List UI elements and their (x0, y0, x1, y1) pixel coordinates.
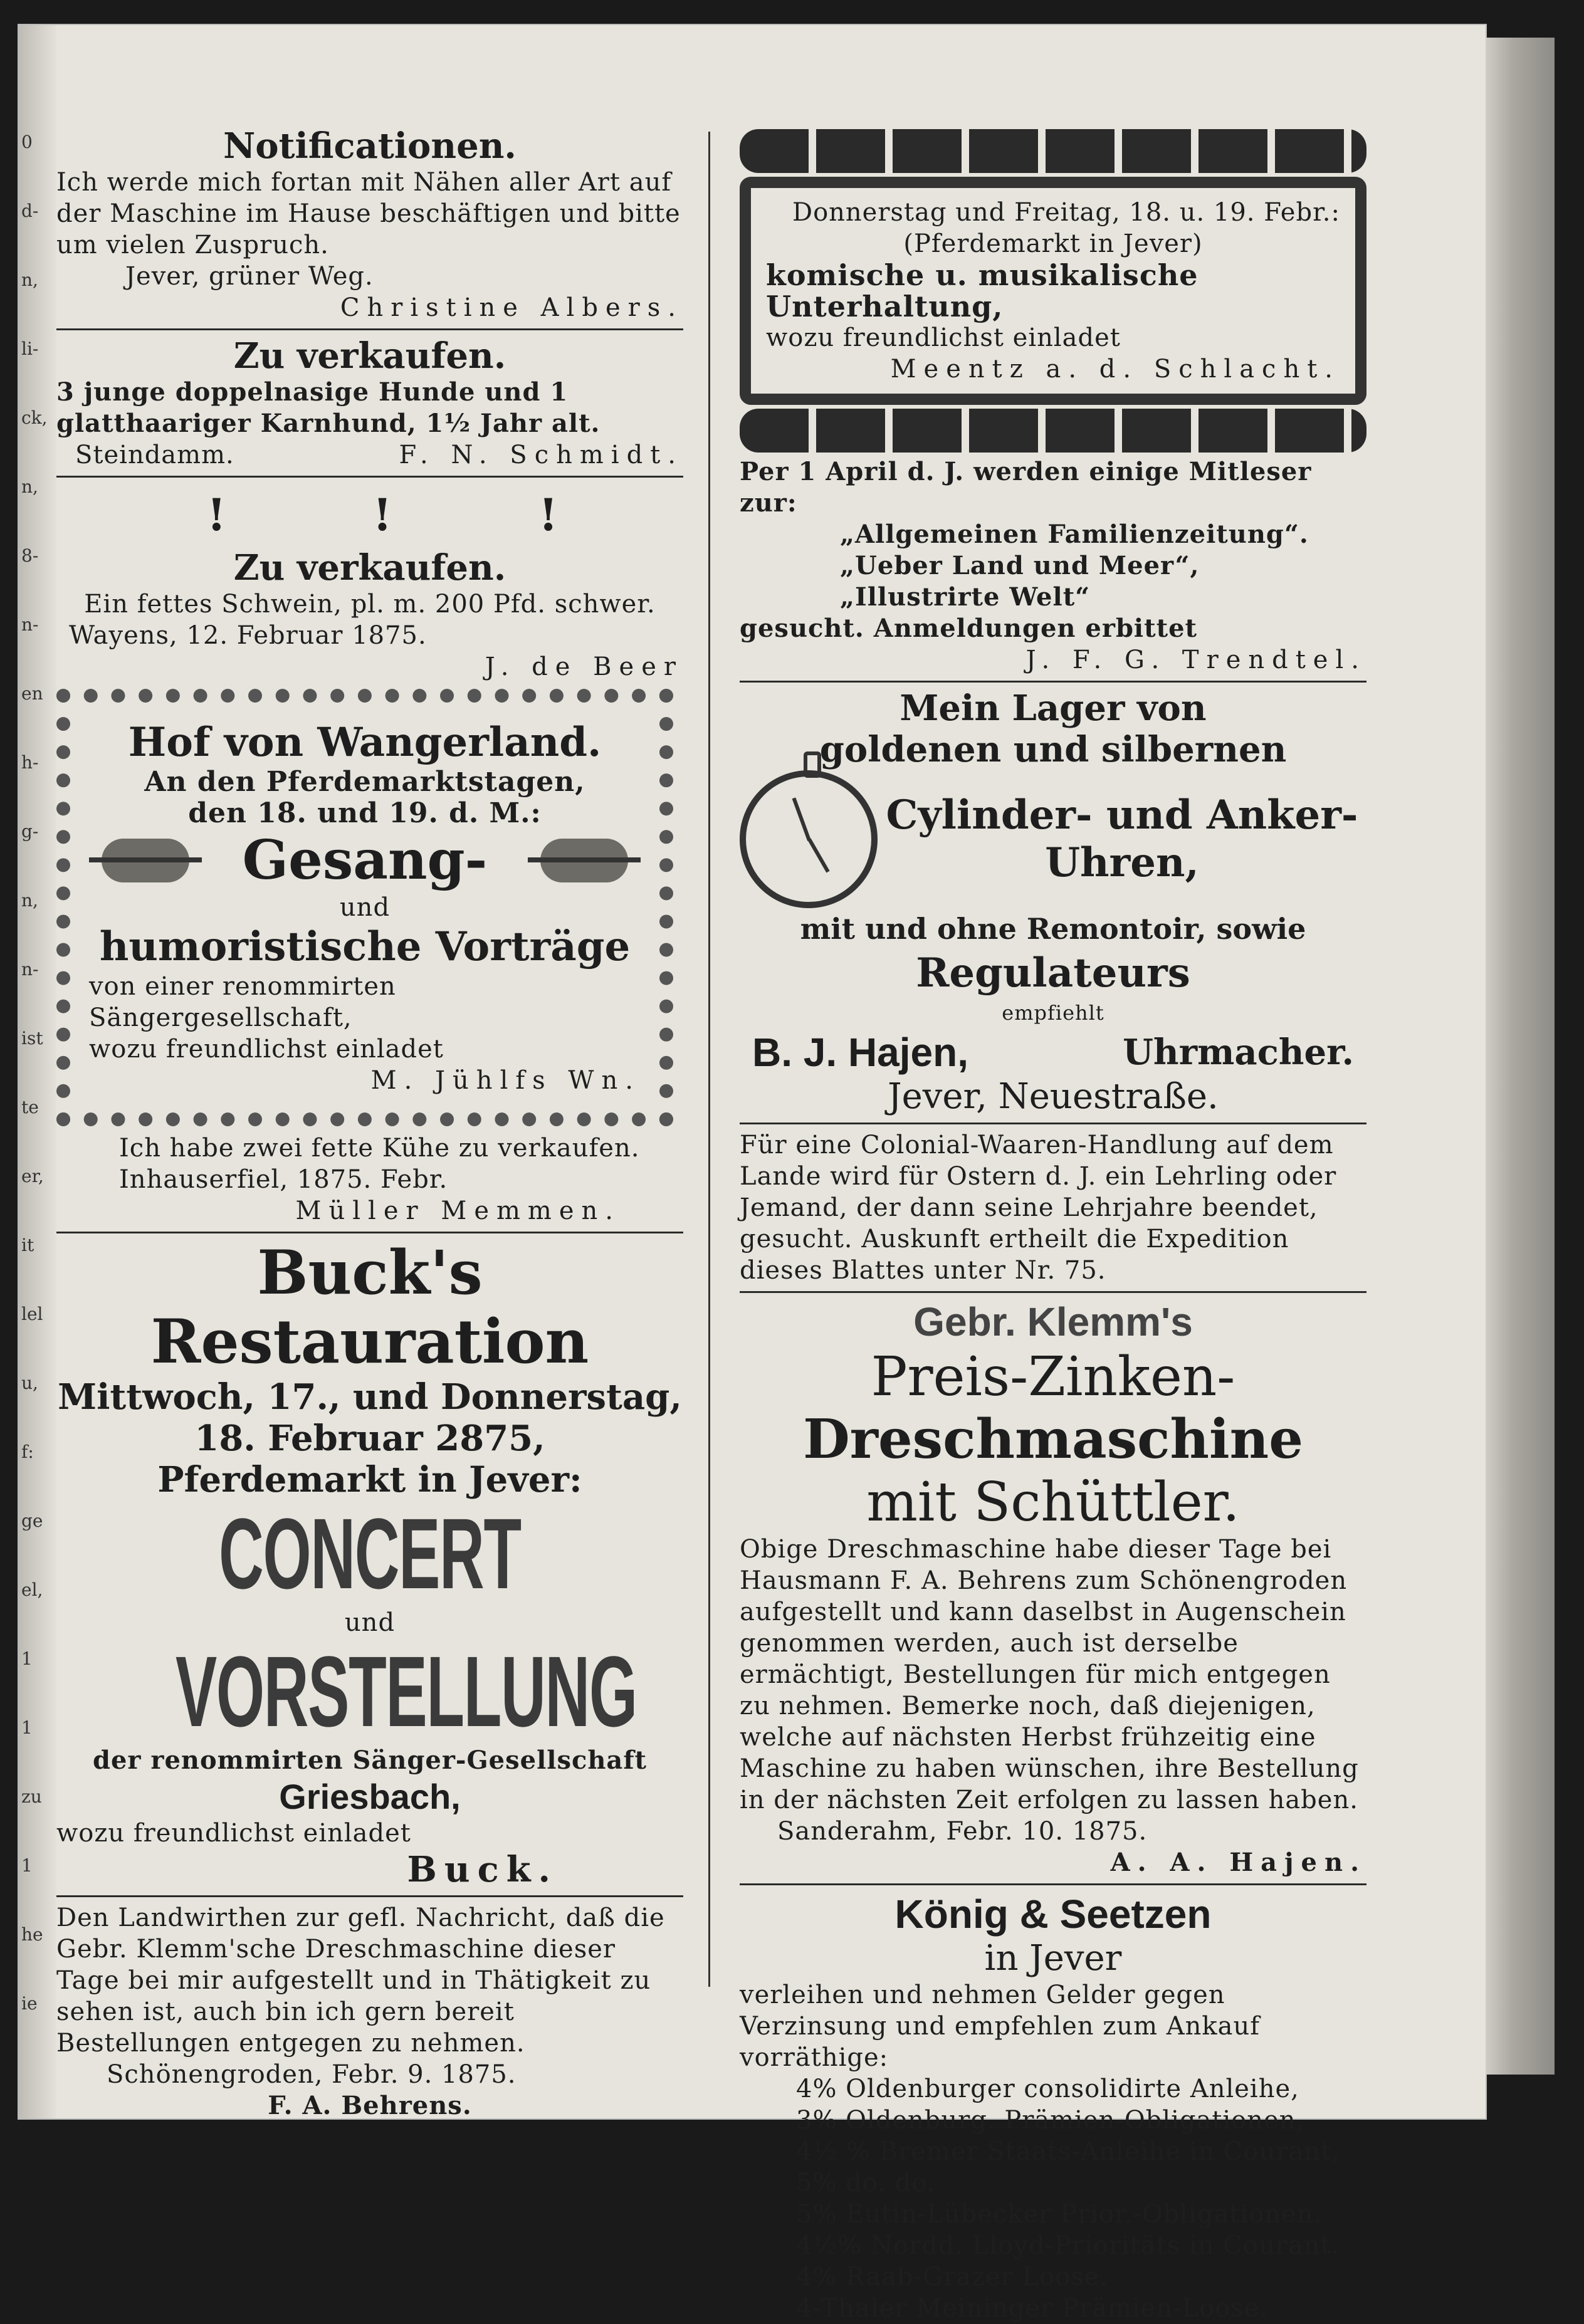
ad-line: „Ueber Land und Meer“, (840, 551, 1200, 580)
ad-line: komische u. musikalische Unterhaltung, (766, 258, 1198, 323)
security-item: 5% Eutin-Lübecker Prior.-Obligationen. (796, 2200, 1323, 2229)
violin-icon (89, 832, 202, 889)
column-rule (708, 132, 710, 1987)
ad-line: wozu freundlichst einladet (89, 1035, 444, 1064)
gutter-fragment: f: (21, 1442, 34, 1462)
ad-vortraege: humoristische Vorträge (99, 923, 631, 970)
ad-signature: F. N. Schmidt. (399, 441, 683, 469)
gutter-fragment: u, (21, 1373, 38, 1393)
ad-line: Mittwoch, 17., und Donnerstag, (58, 1376, 682, 1418)
ad-place: Schönengroden, Febr. 9. 1875. (107, 2060, 517, 2089)
security-item: 4% Raab-Grazer Loose. (796, 2263, 1109, 2291)
ad-line: Gebr. Klemm's (913, 1299, 1193, 1344)
ad-title: Hof von Wangerland. (128, 719, 602, 766)
ad-body: 3 junge doppelnasige Hunde und 1 glatthaariger Karnhund, 1½ Jahr alt. (56, 377, 601, 438)
ad-lehrling (740, 1129, 1366, 1286)
right-column (740, 125, 1366, 2324)
ad-line: den 18. und 19. d. M.: (188, 797, 542, 829)
ad-body: Ich habe zwei fette Kühe zu verkaufen. (119, 1134, 640, 1163)
ad-title: Zu verkaufen. (233, 335, 506, 377)
ad-title: Zu verkaufen. (233, 547, 506, 589)
ad-bucks-restauration (56, 1238, 683, 1890)
gutter-fragment: 1 (21, 1855, 33, 1876)
ad-place: Inhauserfiel, 1875. Febr. (119, 1165, 448, 1194)
gutter-fragment: ge (21, 1510, 43, 1531)
ad-line: Mein Lager von (900, 688, 1207, 729)
ad-signature: A. A. Hajen. (1110, 1848, 1366, 1877)
security-item: 3% Oldenburg. Prämien-Obligationen, (796, 2106, 1305, 2135)
ad-uhren-hajen (740, 688, 1366, 1118)
ad-line: goldenen und silbernen (819, 729, 1287, 770)
gutter-fragment: n- (21, 614, 39, 635)
gutter-fragment: he (21, 1924, 43, 1945)
ad-line: An den Pferdemarktstagen, (144, 766, 585, 798)
security-item: 5% do. do. (796, 2169, 936, 2197)
exclamation-row (56, 483, 683, 547)
gutter-fragment: n, (21, 890, 38, 911)
ad-signature: Müller Memmen. (295, 1196, 621, 1225)
ad-signature: F. A. Behrens. (268, 2091, 472, 2120)
ad-line: wozu freundlichst einladet (766, 323, 1121, 352)
exclamation-mark: ! (207, 489, 226, 541)
gutter-fragment: it (21, 1235, 34, 1255)
ad-concert: CONCERT (219, 1497, 521, 1610)
divider (56, 1895, 683, 1897)
ad-line: empfiehlt (1002, 1001, 1104, 1025)
security-item: 4½% Nordd. Lloyd-Prioritäts in Courant. (796, 2231, 1340, 2260)
ad-frame (740, 177, 1366, 405)
gutter-fragment: te (21, 1097, 39, 1118)
ad-place: Wayens, 12. Februar 1875. (69, 621, 427, 650)
ornament-band (740, 129, 1366, 173)
security-item: 4-Thaler Meininger Prämien-Loose. (796, 2294, 1269, 2323)
gutter-fragment: n, (21, 270, 38, 290)
exclamation-mark: ! (372, 489, 392, 541)
gutter-fragment: ie (21, 1993, 38, 2014)
ad-title: Buck's Restauration (150, 1237, 589, 1377)
ad-signature: Buck. (407, 1849, 558, 1890)
ad-body: Den Landwirthen zur gefl. Nachricht, daß die Gebr. Klemm'sche Dreschmaschine dieser Tage bei mir aufgestellt und in Thätigkeit zu sehen ist, auch bin ich gern bereit Bestellungen entgegen zu nehmen. (56, 1903, 665, 2058)
ad-line: 18. Februar 2875, (194, 1418, 545, 1459)
divider (56, 1232, 683, 1233)
ad-title: König & Seetzen (894, 1892, 1212, 1937)
ad-line: von einer renommirten Sängergesellschaft, (89, 972, 396, 1032)
ad-line: Cylinder- und Anker- (886, 792, 1358, 839)
divider (740, 1883, 1366, 1885)
ad-line: Pferdemarkt in Jever: (157, 1459, 582, 1500)
ad-place: Steindamm. (75, 441, 234, 469)
ad-zu-verkaufen-hunde (56, 335, 683, 471)
pocket-watch-icon (740, 770, 878, 908)
ad-klemm-notice (56, 1902, 683, 2122)
gutter-fragment: er, (21, 1166, 44, 1186)
ad-lesezirkel (740, 456, 1366, 676)
ad-koenig-seetzen (740, 1890, 1366, 2324)
ad-body: Obige Dreschmaschine habe dieser Tage bei Hausmann F. A. Behrens zum Schönengroden aufgestellt und kann daselbst in Augenschein genommen werden, auch ist derselbe ermächtigt, Bestellungen für mich entgegen zu nehmen. Bemerke noch, daß diejenigen, welche auf nächsten Herbst frühzeitig eine Maschine zu haben wünschen, ihre Bestellung in der nächsten Zeit erfolgen zu lassen haben. (740, 1535, 1359, 1814)
ad-place: Jever, grüner Weg. (125, 262, 374, 291)
gutter-fragment: n- (21, 959, 39, 980)
gutter-fragment: ck, (21, 407, 48, 428)
ornament-band (740, 409, 1366, 453)
gutter-fragment: li- (21, 338, 39, 359)
gutter-fragment: ist (21, 1028, 43, 1049)
ad-line: Donnerstag und Freitag, 18. u. 19. Febr.: (792, 198, 1340, 227)
gutter-fragment: 8- (21, 545, 39, 566)
divider (56, 476, 683, 478)
ad-name: B. J. Hajen, (752, 1030, 968, 1075)
ad-line: Uhren, (1045, 839, 1199, 886)
ad-gesang: Gesang- (242, 829, 488, 892)
ad-kuehe (56, 1133, 683, 1227)
divider (740, 1123, 1366, 1124)
gutter-fragment: d- (21, 201, 39, 221)
ad-line: wozu freundlichst einladet (56, 1819, 411, 1848)
exclamation-mark: ! (538, 489, 558, 541)
ad-signature: M. Jühlfs Wn. (370, 1066, 641, 1095)
ad-place: Sanderahm, Febr. 10. 1875. (777, 1817, 1148, 1846)
ad-meentz (740, 129, 1366, 453)
ad-subtitle: in Jever (984, 1938, 1122, 1979)
ad-line: Dreschmaschine (803, 1408, 1303, 1471)
ad-signature: Meentz a. d. Schlacht. (890, 355, 1340, 384)
security-item: 4½ % Bremer Staats-Anleihe in Courant, (796, 2137, 1340, 2166)
ad-place: Jever, Neuestraße. (888, 1076, 1219, 1117)
ad-und: und (339, 893, 391, 922)
ad-line: „Illustrirte Welt“ (840, 582, 1091, 612)
ad-line: Regulateurs (916, 950, 1190, 997)
gutter-fragment: el, (21, 1579, 43, 1600)
gutter-fragment: 1 (21, 1648, 33, 1669)
gutter-fragment: h- (21, 752, 39, 773)
ad-hof-von-wangerland (56, 689, 673, 1126)
ad-line: gesucht. Anmeldungen erbittet (740, 614, 1197, 643)
ad-line: mit Schüttler. (866, 1471, 1240, 1534)
ad-trade: Uhrmacher. (1123, 1032, 1354, 1073)
security-item: 4% Oldenburger consolidirte Anleihe, (796, 2075, 1299, 2103)
gutter-fragment: 0 (21, 132, 33, 152)
ad-vorstellung: VORSTELLUNG (176, 1635, 637, 1747)
gutter-fragment: lel (21, 1304, 43, 1324)
gesang-row (89, 829, 641, 892)
previous-page-fragments (19, 25, 50, 2118)
ad-signature: Christine Albers. (340, 293, 683, 322)
ad-body: Für eine Colonial-Waaren-Handlung auf dem Lande wird für Ostern d. J. ein Lehrling oder Jemand, der dann seine Lehrjahre beendet, gesucht. Auskunft ertheilt die Expedition dieses Blattes unter Nr. 75. (740, 1131, 1337, 1285)
ad-griesbach: Griesbach, (279, 1777, 461, 1816)
ad-body: Ich werde mich fortan mit Nähen aller Art auf der Maschine im Hause beschäftigen und bitte um vielen Zuspruch. (56, 168, 681, 259)
ad-line: (Pferdemarkt in Jever) (903, 229, 1203, 258)
ad-line: Preis-Zinken- (871, 1346, 1235, 1408)
ad-line: der renommirten Sänger-Gesellschaft (92, 1746, 648, 1775)
watch-row (740, 770, 1366, 908)
ad-line: mit und ohne Remontoir, sowie (800, 912, 1306, 946)
gutter-fragment: g- (21, 821, 39, 842)
ad-line: „Allgemeinen Familienzeitung“. (840, 520, 1309, 549)
name-row (740, 1029, 1366, 1076)
divider (740, 681, 1366, 683)
ad-und: und (344, 1608, 396, 1637)
ad-line: Per 1 April d. J. werden einige Mitleser zur: (740, 457, 1312, 518)
page-stack-edge (1486, 38, 1555, 2075)
gutter-fragment: en (21, 683, 43, 704)
ad-body: Ein fettes Schwein, pl. m. 200 Pfd. schwer. (84, 590, 656, 619)
violin-icon (528, 832, 641, 889)
ad-signature: J. F. G. Trendtel. (1025, 646, 1366, 674)
ad-title: Notificationen. (223, 125, 517, 167)
ad-zu-verkaufen-schwein (56, 547, 683, 683)
gutter-fragment: 1 (21, 1717, 33, 1738)
ad-signature: J. de Beer (485, 652, 683, 681)
gutter-fragment: n, (21, 476, 38, 497)
ad-body: verleihen und nehmen Gelder gegen Verzinsung und empfehlen zum Ankauf vorräthige: (740, 1981, 1261, 2072)
ad-notificationen (56, 125, 683, 323)
ad-klemm-dreschmaschine (740, 1298, 1366, 1878)
divider (56, 328, 683, 330)
left-column (56, 125, 683, 2122)
divider (740, 1291, 1366, 1293)
gutter-fragment: zu (21, 1786, 42, 1807)
securities-list (740, 2073, 1366, 2324)
